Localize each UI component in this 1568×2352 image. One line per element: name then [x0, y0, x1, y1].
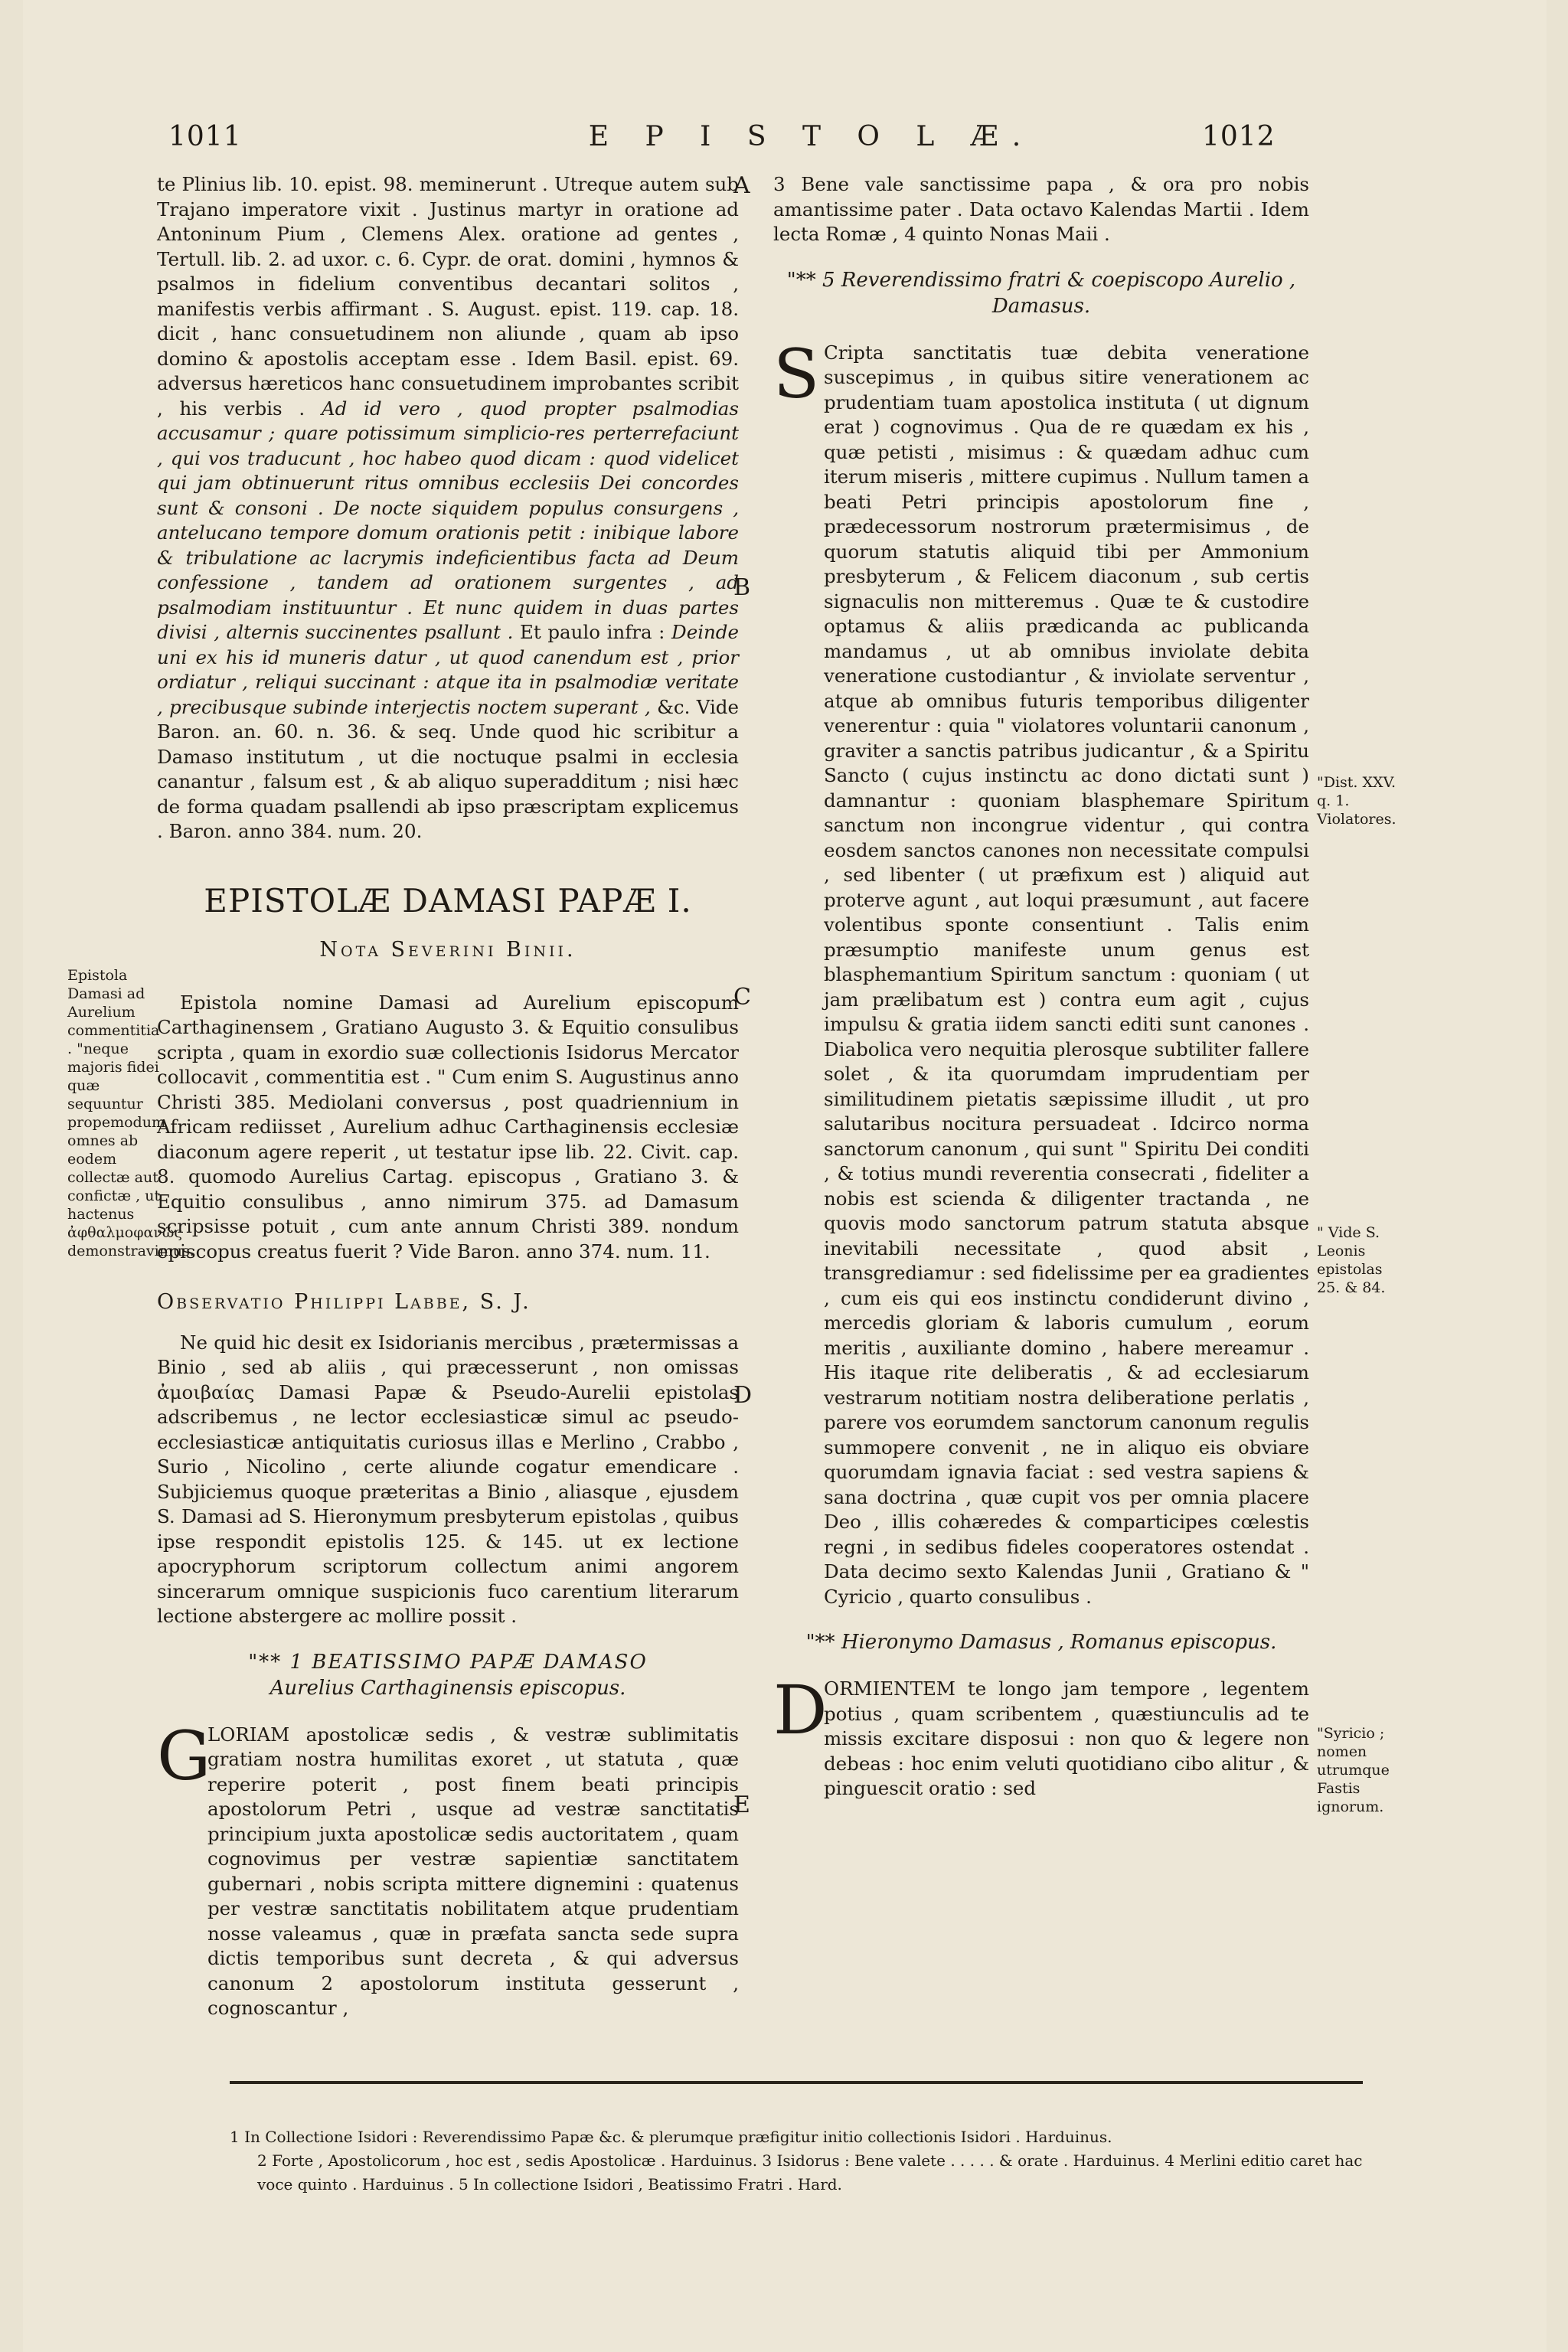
intro-tail-2: &c. Vide Baron. an. 60. n. 36. & seq. Unde quod hic scribitur a Damaso institutum , ut die noctuque psalmi in ecclesia canantur , falsum est , & ab aliquo superadditum ; nisi hæc de forma quadam psallendi ab ipso præscriptam explicemus . Baron. anno 384. num. 20.	[157, 695, 739, 842]
closing-paragraph: 3 Bene vale sanctissime papa , & ora pro nobis amantissime pater . Data octavo Kalendas Martii . Idem lecta Romæ , 4 quinto Nonas Maii .	[773, 173, 1309, 245]
section-letter-b: B	[733, 574, 751, 601]
section-letter-a: A	[733, 172, 750, 199]
page-number-right: 1012	[1202, 121, 1276, 152]
page-number-left: 1011	[168, 121, 242, 152]
footnote-line-1: 1 In Collectione Isidori : Reverendissimo Papæ &c. & plerumque præfigitur initio collectionis Isidori . Harduinus.	[230, 2128, 1112, 2146]
footnote-rule	[230, 2081, 1363, 2084]
intro-text: te Plinius lib. 10. epist. 98. meminerunt . Utreque autem sub Trajano imperatore vixit . Justinus martyr in oratione ad Antoninum Pium , Clemens Alex. oratione ad gentes , Tertull. lib. 2. ad uxor. c. 6. Cypr. de orat. domini , hymnos & psalmos in fidelium conventibus decantari solitos , manifestis verbis affirmant . S. August. epist. 119. cap. 18. dicit , hanc consuetudinem non aliunde , quam ab ipso domino & apostolis acceptam esse . Idem Basil. epist. 69. adversus hæreticos hanc consuetudinem improbantes scribit , his verbis .	[157, 173, 739, 420]
basil-quote-2: Deinde uni ex his id muneris datur , ut quod canendum est , prior ordiatur , reliqui succinant : atque ita in psalmodiæ veritate , precibusque subinde interjectis noctem superant ,	[157, 621, 739, 718]
letter-hieronymus	[773, 1671, 1309, 1802]
address-heading-1	[157, 1649, 739, 1701]
running-title: E P I S T O L Æ.	[588, 121, 1035, 152]
left-column	[157, 172, 739, 2021]
letter-aurelius	[157, 1716, 739, 2021]
footnote-line-2: 2 Forte , Apostolicorum , hoc est , sedis Apostolicæ . Harduinus. 3 Isidorus : Bene valete . . . . . & orate . Harduinus. 4 Merlini editio caret hac voce quinto . Harduinus . 5 In collectione Isidori , Beatissimo Fratri . Hard.	[257, 2151, 1363, 2194]
book-page	[23, 0, 1547, 2352]
section-letter-e: E	[733, 1792, 750, 1818]
address-1-line-b: Aurelius Carthaginensis episcopus.	[270, 1676, 626, 1700]
address-heading-3: "** Hieronymo Damasus , Romanus episcopus.	[805, 1631, 1277, 1654]
margin-note-right-3: "Syricio ; nomen utrumque Fastis ignorum.	[1317, 1725, 1390, 1815]
section-letter-c: C	[733, 984, 751, 1011]
nota-title: Nota Severini Binii.	[319, 938, 577, 962]
nota-text: Epistola nomine Damasi ad Aurelium episcopum Carthaginensem , Gratiano Augusto 3. & Equitio consulibus scripta , quam in exordio suæ collectionis Isidorus Mercator collocavit , commentitia est . " Cum enim S. Augustinus anno Christi 385. Mediolani conversus , post quadriennium in Africam rediisset , Aurelium adhuc Carthaginensis ecclesiæ diaconum agere reperit , ut testatur ipse lib. 22. Civit. cap. 8. quomodo Aurelius Cartag. episcopus , Gratiano 3. & Equitio consulibus , anno nimirum 375. ad Damasum scripsisse potuit , cum ante annum Christi 389. nondum episcopus creatus fuerit ? Vide Baron. anno 374. num. 11.	[157, 991, 739, 1263]
section-letter-d: D	[733, 1382, 753, 1409]
intro-paragraph	[157, 172, 739, 844]
drop-cap-s: S	[773, 334, 820, 413]
margin-note-left: Epistola Damasi ad Aurelium commentitia . "neque majoris fidei quæ sequuntur propemodum omnes ab eodem collectæ aut confictæ , ut hactenus ἀφθαλμοφανῶς demonstravimus.	[67, 967, 194, 1259]
observatio-title: Observatio Philippi Labbe, S. J.	[157, 1290, 531, 1314]
letter-aurelius-text: LORIAM apostolicæ sedis , & vestræ sublimitatis gratiam nostra humilitas exoret , ut statuta , quæ reperire poterit , post finem beati principis apostolorum Petri , usque ad vestræ sanctitatis principium juxta apostolicæ sedis auctoritatem , quam cognovimus per vestræ sapientiæ sanctitatem gubernari , nobis scripta mittere dignemini : quatenus per vestræ sanctitatis nobilitatem atque prudentiam nosse valeamus , quæ in præfata sancta sede supra dictis temporibus sunt decreta , & qui adversus canonum 2 apostolorum instituta gesserunt , cognoscantur ,	[207, 1723, 739, 2019]
letter-hieronymus-text: ORMIENTEM te longo jam tempore , legentem potius , quam scribentem , quæstiunculis ad te missis excitare disposui : non quo & legere non debeas : hoc enim veluti quotidiano cibo alitur , & pinguescit oratio : sed	[824, 1677, 1309, 1799]
margin-note-right-2: " Vide S. Leonis epistolas 25. & 84.	[1317, 1224, 1386, 1296]
letter-damasus-text: Cripta sanctitatis tuæ debita veneratione suscepimus , in quibus sitire venerationem ac prudentiam tuam apostolica instituta ( ut dignum erat ) cognovimus . Qua de re quædam ex his , quæ petisti , misimus : & quædam adhuc cum iterum miseris , mittere cupimus . Nullum tamen a beati Petri principis apostolorum fine , prædecessorum nostrorum prætermisimus , de quorum statutis aliquid tibi per Ammonium presbyterum , & Felicem diaconum , sub certis signaculis non mitteremus . Quæ te & custodire optamus & aliis prædicanda ac publicanda mandamus , ut ab omnibus inviolate debita veneratione custodiantur , & inviolate serventur , atque ab omnibus futuris temporibus diligenter venerentur : quia " violatores voluntarii canonum , graviter a sanctis patribus judicantur , & a Spiritu Sancto ( cujus instinctu ac dono dictati sunt ) damnantur : quoniam blasphemare Spiritum sanctum non incongrue videntur , qui contra eosdem sanctos canones non necessitate compulsi , sed libenter ( ut præfixum est ) aliquid aut proterve agunt , aut loqui præsumunt , aut facere volentibus sponte consentiunt . Talis enim præsumptio manifeste unum genus est blasphemantium Spiritum sanctum : quoniam ( ut jam prælibatum est ) contra eum agit , cujus impulsu & gratia iidem sancti editi sunt canones . Diabolica vero nequitia plerosque subtiliter fallere solet , & ita quorumdam imprudentiam per similitudinem pietatis sæpissime illudit , ut pro salutaribus nocitura persuadeat . Idcirco norma sanctorum canonum , qui sunt " Spiritu Dei conditi , & totius mundi reverentia consecrati , fideliter a nobis est scienda & diligenter tractanda , ne quovis modo sanctorum patrum statuta absque inevitabili necessitate , quod absit , transgrediamur : sed fidelissime per ea gradientes , cum eis qui eos instinctu condiderunt divino , mercedis gloriam & laboris cumulum , eorum meritis , auxiliante domino , habere mereamur . His itaque rite deliberatis , & ad ecclesiarum vestrarum notitiam nostra deliberatione perlatis , parere vos eorumdem sanctorum canonum regulis summopere convenit , ne in aliquo eis obviare quorumdam ignavia faciat : sed vestra sapiens & sana doctrina , quæ cupit vos per omnia placere Deo , illis cohæredes & comparticipes cœlestis regni , in sedibus fideles cooperatores ostendat . Data decimo sexto Kalendas Junii , Gratiano & " Cyricio , quarto consulibus .	[824, 341, 1309, 1608]
drop-cap-g: G	[157, 1716, 211, 1795]
letter-damasus	[773, 334, 1309, 1610]
observatio-text: Ne quid hic desit ex Isidorianis mercibus , prætermissas a Binio , sed ab aliis , qui præcesserunt , non omissas ἀμοιβαίας Damasi Papæ & Pseudo-Aurelii epistolas adscribemus , ne lector ecclesiasticæ simul ac pseudo-ecclesiasticæ antiquitatis curiosus illas e Merlino , Crabbo , Surio , Nicolino , certe aliunde cogatur emendicare . Subjiciemus quoque præteritas a Binio , aliasque , ejusdem S. Damasi ad S. Hieronymum presbyterum epistolas , quibus ipse respondit epistolis 125. & 145. ut ex lectione apocryphorum scriptorum collectum animi angorem sincerarum omnique suspicionis fuco carentium literarum lectione abstergere ac mollire possit .	[157, 1331, 739, 1627]
footnotes	[230, 2125, 1363, 2197]
margin-note-right-1: "Dist. XXV. q. 1. Violatores.	[1317, 774, 1396, 828]
address-1-line-a: "** 1 BEATISSIMO PAPÆ DAMASO	[248, 1650, 648, 1674]
basil-quote: Ad id vero , quod propter psalmodias accusamur ; quare potissimum simplicio-res perterrefaciunt , qui vos traducunt , hoc habeo quod dicam : quod videlicet qui jam obtinuerunt ritus omnibus ecclesiis Dei concordes sunt & consoni . De nocte siquidem populus consurgens , antelucano tempore domum orationis petit : inibique labore & tribulatione ac lacrymis indeficientibus facta ad Deum confessione , tandem ad orationem surgentes , ad psalmodiam instituuntur . Et nunc quidem in duas partes divisi , alternis succinentes psallunt .	[157, 397, 739, 643]
intro-tail-1: Et paulo infra :	[520, 621, 665, 643]
right-column	[773, 172, 1309, 1802]
address-heading-2: "** 5 Reverendissimo fratri & coepiscopo Aurelio , Damasus.	[786, 268, 1296, 318]
section-title: EPISTOLÆ DAMASI PAPÆ I.	[204, 881, 692, 920]
drop-cap-d: D	[773, 1671, 828, 1749]
